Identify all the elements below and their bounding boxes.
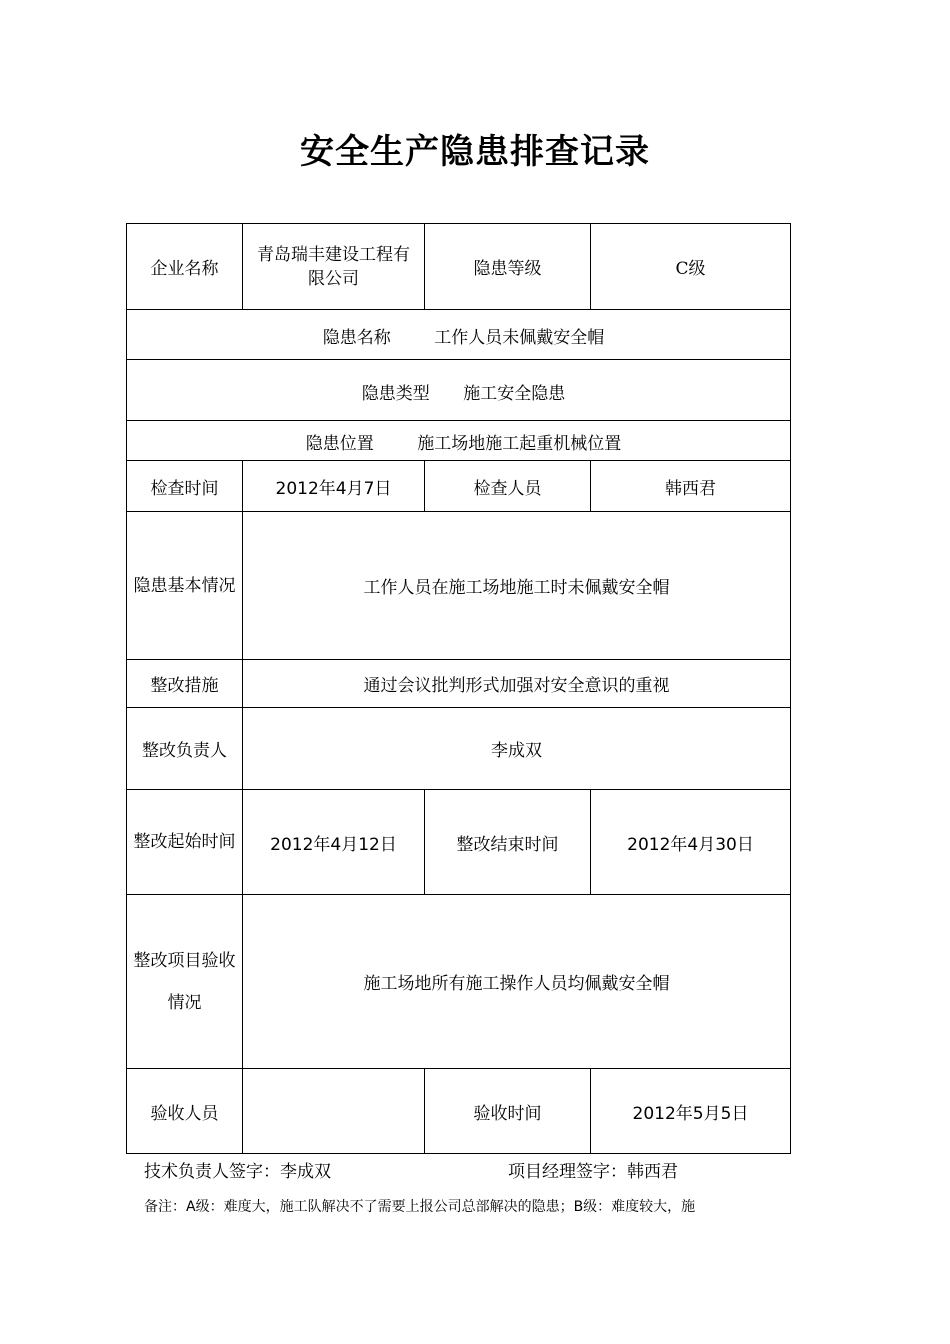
rectification-period-row <box>127 790 791 895</box>
inspection-time-label: 检查时间 <box>127 461 243 512</box>
acceptance-time-value: 2012年5月5日 <box>591 1069 791 1154</box>
acceptance-time-label: 验收时间 <box>425 1069 591 1154</box>
company-label: 企业名称 <box>127 224 243 310</box>
company-value: 青岛瑞丰建设工程有限公司 <box>243 224 425 310</box>
responsible-row <box>127 708 791 790</box>
responsible-value: 李成双 <box>243 708 791 790</box>
project-manager-signature: 项目经理签字：韩西君 <box>508 1162 678 1182</box>
inspector-label: 检查人员 <box>425 461 591 512</box>
hazard-type-cell <box>127 360 791 421</box>
start-time-label: 整改起始时间 <box>127 790 243 895</box>
hazard-location-row <box>127 421 791 461</box>
hazard-location-label: 隐患位置 <box>305 434 374 454</box>
hazard-name-label: 隐患名称 <box>322 328 391 348</box>
hazard-record-table <box>126 223 791 1154</box>
hazard-level-value: C级 <box>591 224 791 310</box>
hazard-level-label: 隐患等级 <box>425 224 591 310</box>
acceptor-value <box>243 1069 425 1154</box>
end-time-value: 2012年4月30日 <box>591 790 791 895</box>
hazard-type-label: 隐患类型 <box>361 383 430 404</box>
hazard-name-cell <box>127 310 791 360</box>
responsible-label: 整改负责人 <box>127 708 243 790</box>
inspection-row <box>127 461 791 512</box>
page-title: 安全生产隐患排查记录 <box>300 132 650 172</box>
basic-situation-label: 隐患基本情况 <box>127 512 243 660</box>
end-time-label: 整改结束时间 <box>425 790 591 895</box>
hazard-location-cell <box>127 421 791 461</box>
acceptance-row <box>127 1069 791 1154</box>
hazard-type-value: 施工安全隐患 <box>463 383 566 404</box>
inspector-value: 韩西君 <box>591 461 791 512</box>
acceptor-label: 验收人员 <box>127 1069 243 1154</box>
tech-lead-signature: 技术负责人签字：李成双 <box>144 1162 331 1182</box>
measures-label: 整改措施 <box>127 660 243 708</box>
hazard-name-row <box>127 310 791 360</box>
acceptance-situation-row <box>127 895 791 1069</box>
start-time-value: 2012年4月12日 <box>243 790 425 895</box>
company-row <box>127 224 791 310</box>
hazard-type-row <box>127 360 791 421</box>
measures-value: 通过会议批判形式加强对安全意识的重视 <box>243 660 791 708</box>
inspection-time-value: 2012年4月7日 <box>243 461 425 512</box>
footnote: 备注：A级：难度大，施工队解决不了需要上报公司总部解决的隐患；B级：难度较大，施 <box>144 1199 696 1215</box>
hazard-location-value: 施工场地施工起重机械位置 <box>417 434 622 454</box>
hazard-name-value: 工作人员未佩戴安全帽 <box>434 328 605 348</box>
basic-situation-value: 工作人员在施工场地施工时未佩戴安全帽 <box>243 512 791 660</box>
acceptance-situation-value: 施工场地所有施工操作人员均佩戴安全帽 <box>243 895 791 1069</box>
basic-situation-row <box>127 512 791 660</box>
acceptance-situation-label: 整改项目验收情况 <box>127 895 243 1069</box>
measures-row <box>127 660 791 708</box>
